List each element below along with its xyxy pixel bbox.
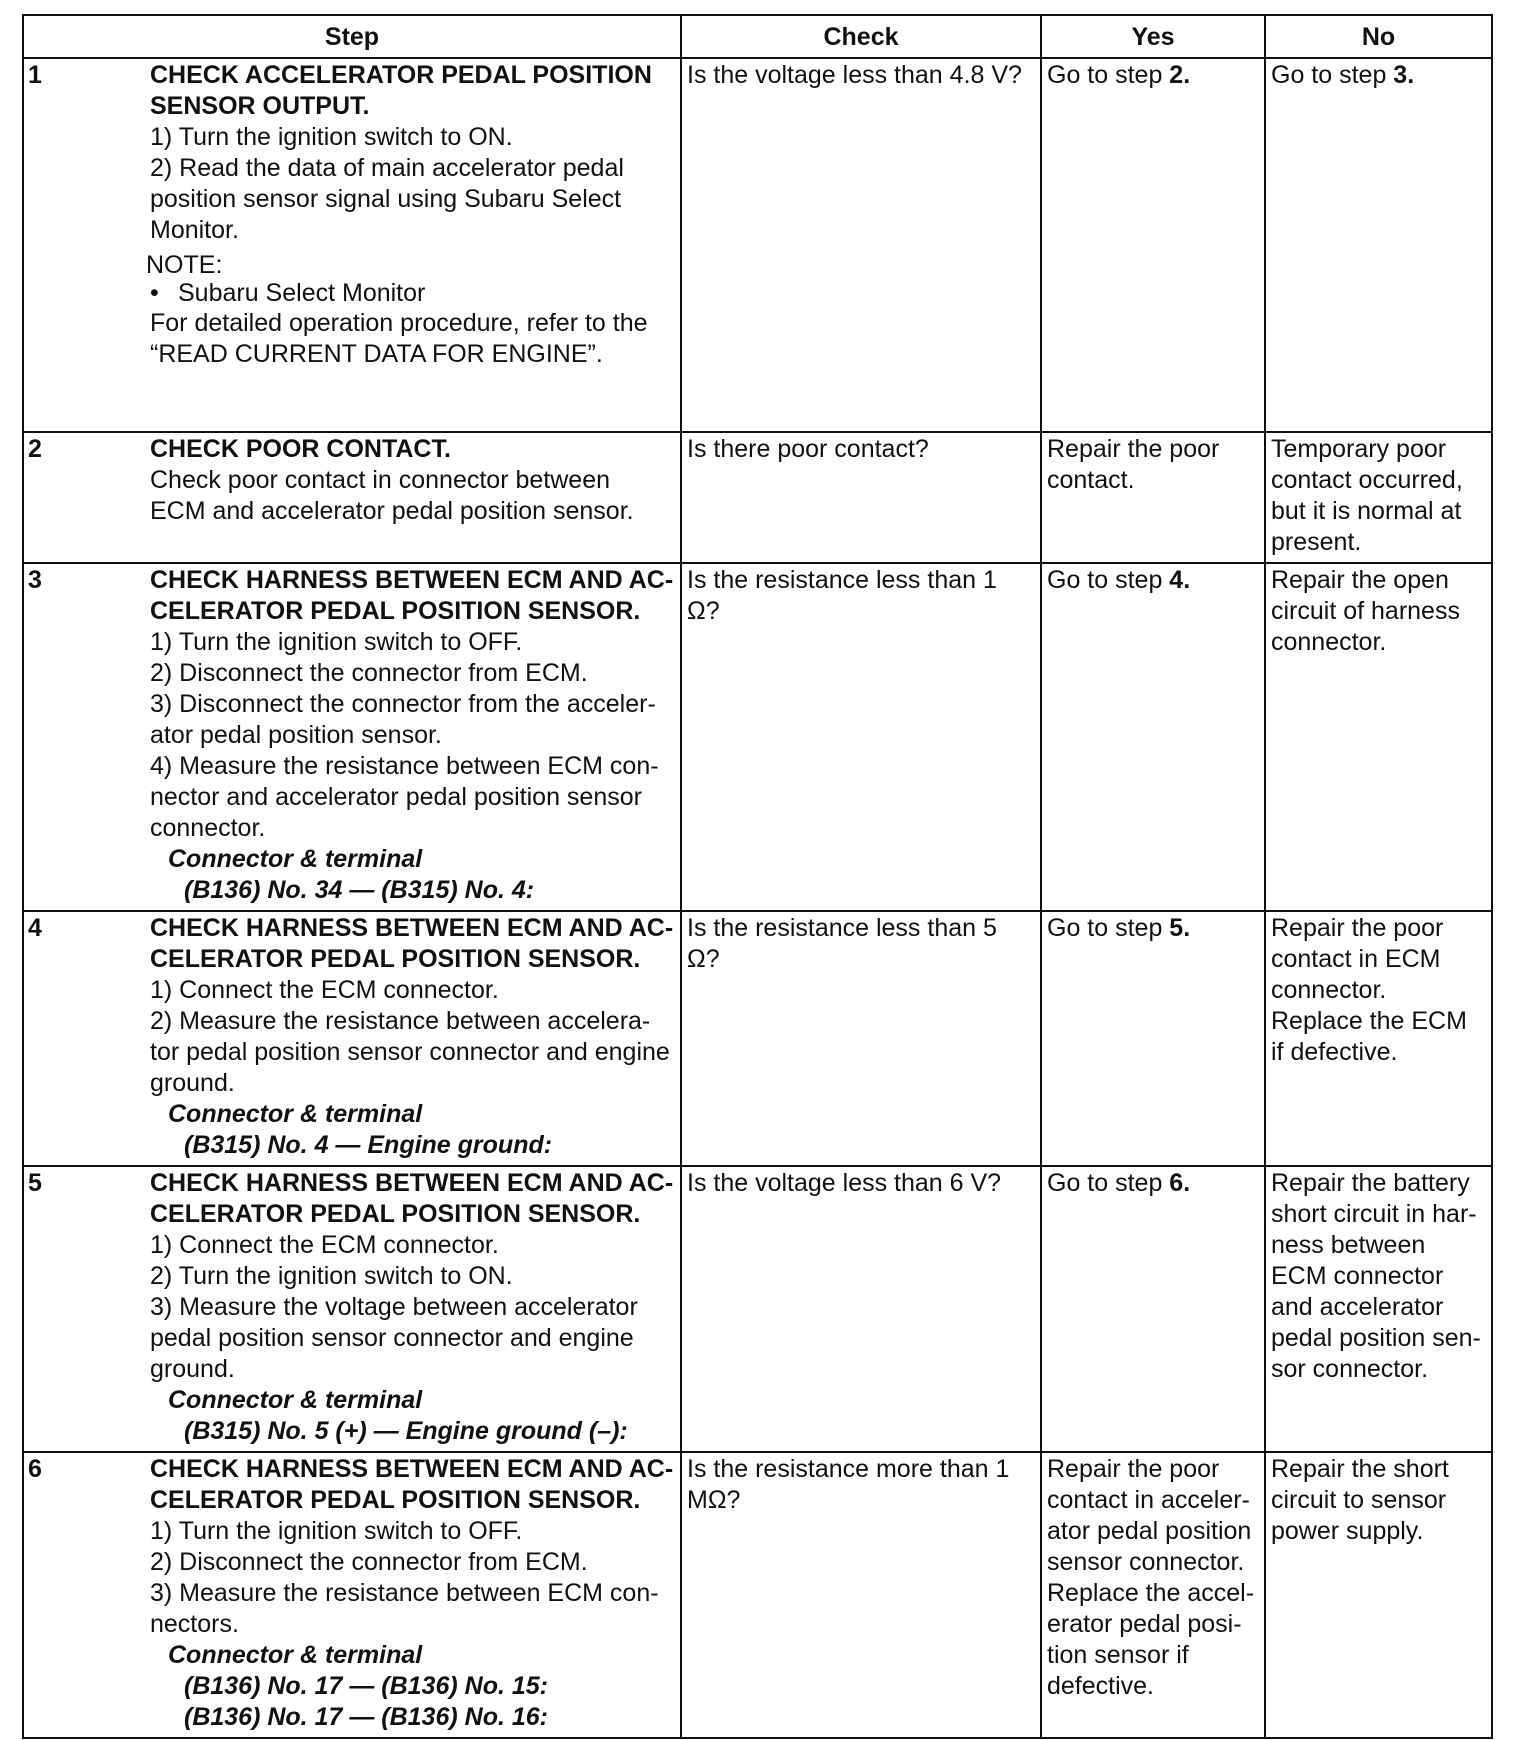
no-action: Repair the open — [1271, 566, 1449, 594]
step-instruction: 2) Disconnect the connector from ECM. — [150, 1548, 588, 1576]
no-content — [1266, 59, 1491, 95]
yes-content — [1042, 564, 1264, 600]
step-cell — [23, 432, 681, 563]
yes-action — [1047, 60, 1259, 91]
step-instruction: ground. — [150, 1069, 235, 1097]
no-cell — [1265, 432, 1492, 563]
step-instruction: 4) Measure the resistance between ECM con- — [150, 752, 659, 780]
yes-cell — [1041, 58, 1265, 432]
step-instruction: ECM and accelerator pedal position sensor. — [150, 497, 634, 525]
connector-terminal-spec: (B315) No. 4 — Engine ground: — [184, 1131, 553, 1159]
step-number: 4 — [28, 914, 42, 942]
yes-cell — [1041, 432, 1265, 563]
step-instruction: pedal position sensor connector and engine — [150, 1324, 634, 1352]
check-question: Is the resistance more than 1 — [687, 1455, 1010, 1483]
no-step-ref: 3. — [1393, 61, 1415, 89]
step-content — [24, 59, 680, 374]
check-question: Is the resistance less than 1 — [687, 566, 997, 594]
step-instruction: 2) Read the data of main accelerator pedal — [150, 154, 624, 182]
no-action: sor connector. — [1271, 1355, 1429, 1383]
check-cell — [681, 432, 1041, 563]
step-title: CHECK HARNESS BETWEEN ECM AND AC- — [150, 566, 674, 594]
step-instruction: 3) Measure the resistance between ECM con- — [150, 1579, 659, 1607]
yes-action: Repair the poor — [1047, 1455, 1220, 1483]
step-instruction: ator pedal position sensor. — [150, 721, 442, 749]
step-content — [24, 1167, 680, 1451]
connector-terminal-label: Connector & terminal — [168, 1386, 423, 1414]
no-action: short circuit in har- — [1271, 1200, 1477, 1228]
yes-content — [1042, 433, 1264, 500]
yes-step-ref: 6. — [1169, 1169, 1191, 1197]
check-cell — [681, 1452, 1041, 1738]
yes-step-ref: 2. — [1169, 61, 1191, 89]
yes-action — [1047, 565, 1259, 596]
check-cell — [681, 1166, 1041, 1452]
check-content — [682, 1167, 1040, 1203]
step-instruction: nectors. — [150, 1610, 239, 1638]
no-cell — [1265, 1166, 1492, 1452]
header-step: Step — [23, 15, 681, 58]
yes-action: erator pedal posi- — [1047, 1610, 1242, 1638]
table-row — [23, 58, 1492, 432]
step-instruction: Check poor contact in connector between — [150, 466, 610, 494]
step-number: 1 — [28, 61, 42, 89]
step-content — [24, 1453, 680, 1737]
no-action: circuit to sensor — [1271, 1486, 1447, 1514]
table-row — [23, 563, 1492, 911]
yes-action: sensor connector. — [1047, 1548, 1245, 1576]
step-instruction: 1) Turn the ignition switch to ON. — [150, 123, 513, 151]
header-check: Check — [681, 15, 1041, 58]
no-action-text: Go to step — [1271, 61, 1394, 89]
step-cell — [23, 563, 681, 911]
yes-action-text: Go to step — [1047, 1169, 1170, 1197]
no-action: contact in ECM — [1271, 945, 1441, 973]
no-action — [1271, 60, 1486, 91]
yes-action: ator pedal position — [1047, 1517, 1252, 1545]
check-question: Ω? — [687, 597, 720, 625]
yes-cell — [1041, 563, 1265, 911]
yes-action — [1047, 913, 1259, 944]
step-number: 3 — [28, 566, 42, 594]
check-content — [682, 912, 1040, 979]
check-content — [682, 59, 1040, 95]
step-instruction: position sensor signal using Subaru Select — [150, 185, 622, 213]
step-title: CELERATOR PEDAL POSITION SENSOR. — [150, 1486, 641, 1514]
no-action: present. — [1271, 528, 1362, 556]
yes-cell — [1041, 911, 1265, 1166]
check-question: Is the voltage less than 4.8 V? — [687, 61, 1022, 89]
no-action: but it is normal at — [1271, 497, 1462, 525]
note-text: For detailed operation procedure, refer to the — [150, 309, 648, 337]
check-question: Is the voltage less than 6 V? — [687, 1169, 1002, 1197]
yes-content — [1042, 1453, 1264, 1706]
check-content — [682, 433, 1040, 469]
step-instruction: 1) Turn the ignition switch to OFF. — [150, 628, 523, 656]
yes-cell — [1041, 1452, 1265, 1738]
step-title: SENSOR OUTPUT. — [150, 92, 370, 120]
yes-action-text: Go to step — [1047, 61, 1170, 89]
step-title: CHECK POOR CONTACT. — [150, 435, 451, 463]
no-action: connector. — [1271, 628, 1387, 656]
check-cell — [681, 563, 1041, 911]
diagnostic-table — [22, 14, 1493, 1739]
step-title: CHECK ACCELERATOR PEDAL POSITION — [150, 61, 652, 89]
connector-terminal-label: Connector & terminal — [168, 1641, 423, 1669]
step-instruction: 1) Connect the ECM connector. — [150, 976, 499, 1004]
step-instruction: 2) Disconnect the connector from ECM. — [150, 659, 588, 687]
table-row — [23, 911, 1492, 1166]
step-instruction: 3) Measure the voltage between accelerator — [150, 1293, 638, 1321]
no-content — [1266, 564, 1491, 662]
no-action: Repair the short — [1271, 1455, 1449, 1483]
header-row — [23, 15, 1492, 58]
note-bullet — [150, 278, 674, 308]
header-no: No — [1265, 15, 1492, 58]
step-title: CHECK HARNESS BETWEEN ECM AND AC- — [150, 914, 674, 942]
yes-action: tion sensor if — [1047, 1641, 1189, 1669]
yes-action: Replace the accel- — [1047, 1579, 1255, 1607]
step-title: CELERATOR PEDAL POSITION SENSOR. — [150, 945, 641, 973]
table-body — [23, 58, 1492, 1738]
no-cell — [1265, 563, 1492, 911]
no-cell — [1265, 911, 1492, 1166]
bullet-icon: • — [150, 279, 159, 307]
connector-terminal-spec: (B136) No. 17 — (B136) No. 16: — [184, 1703, 548, 1731]
connector-terminal-spec: (B136) No. 34 — (B315) No. 4: — [184, 876, 535, 904]
step-title: CHECK HARNESS BETWEEN ECM AND AC- — [150, 1455, 674, 1483]
no-action: Repair the poor — [1271, 914, 1444, 942]
check-cell — [681, 58, 1041, 432]
step-cell — [23, 1452, 681, 1738]
header-yes: Yes — [1041, 15, 1265, 58]
check-question: MΩ? — [687, 1486, 741, 1514]
step-cell — [23, 1166, 681, 1452]
no-action: if defective. — [1271, 1038, 1398, 1066]
no-content — [1266, 912, 1491, 1072]
table-row — [23, 1166, 1492, 1452]
no-action: and accelerator — [1271, 1293, 1444, 1321]
step-instruction: tor pedal position sensor connector and engine — [150, 1038, 670, 1066]
note-text: “READ CURRENT DATA FOR ENGINE”. — [150, 340, 603, 368]
no-action: Replace the ECM — [1271, 1007, 1467, 1035]
table-row — [23, 1452, 1492, 1738]
step-instruction: 2) Turn the ignition switch to ON. — [150, 1262, 513, 1290]
check-question: Is there poor contact? — [687, 435, 929, 463]
note-heading: NOTE: — [146, 251, 223, 279]
yes-action: contact. — [1047, 466, 1135, 494]
yes-action-text: Go to step — [1047, 914, 1170, 942]
yes-action: Repair the poor — [1047, 435, 1220, 463]
yes-action: defective. — [1047, 1672, 1155, 1700]
step-number: 5 — [28, 1169, 42, 1197]
connector-terminal-label: Connector & terminal — [168, 1100, 423, 1128]
yes-content — [1042, 1167, 1264, 1203]
no-action: connector. — [1271, 976, 1387, 1004]
no-cell — [1265, 1452, 1492, 1738]
step-instruction: Monitor. — [150, 216, 239, 244]
yes-action: contact in acceler- — [1047, 1486, 1250, 1514]
step-instruction: 1) Turn the ignition switch to OFF. — [150, 1517, 523, 1545]
step-number: 2 — [28, 435, 42, 463]
note-bullet-text: Subaru Select Monitor — [178, 279, 426, 307]
yes-cell — [1041, 1166, 1265, 1452]
step-instruction: nector and accelerator pedal position sensor — [150, 783, 642, 811]
step-content — [24, 433, 680, 531]
check-question: Is the resistance less than 5 — [687, 914, 997, 942]
step-number: 6 — [28, 1455, 42, 1483]
step-content — [24, 564, 680, 910]
no-action: contact occurred, — [1271, 466, 1463, 494]
step-instruction: connector. — [150, 814, 266, 842]
yes-step-ref: 4. — [1169, 566, 1191, 594]
no-action: pedal position sen- — [1271, 1324, 1481, 1352]
yes-content — [1042, 912, 1264, 948]
no-cell — [1265, 58, 1492, 432]
step-instruction: ground. — [150, 1355, 235, 1383]
yes-action-text: Go to step — [1047, 566, 1170, 594]
yes-action — [1047, 1168, 1259, 1199]
step-instruction: 1) Connect the ECM connector. — [150, 1231, 499, 1259]
step-content — [24, 912, 680, 1165]
step-cell — [23, 911, 681, 1166]
no-action: ness between — [1271, 1231, 1426, 1259]
connector-terminal-spec: (B136) No. 17 — (B136) No. 15: — [184, 1672, 548, 1700]
step-cell — [23, 58, 681, 432]
no-action: ECM connector — [1271, 1262, 1444, 1290]
check-cell — [681, 911, 1041, 1166]
step-instruction: 3) Disconnect the connector from the acceler- — [150, 690, 656, 718]
no-content — [1266, 1167, 1491, 1389]
table-row — [23, 432, 1492, 563]
no-action: Temporary poor — [1271, 435, 1447, 463]
no-action: circuit of harness — [1271, 597, 1460, 625]
check-question: Ω? — [687, 945, 720, 973]
check-content — [682, 1453, 1040, 1520]
connector-terminal-label: Connector & terminal — [168, 845, 423, 873]
step-title: CELERATOR PEDAL POSITION SENSOR. — [150, 1200, 641, 1228]
step-title: CHECK HARNESS BETWEEN ECM AND AC- — [150, 1169, 674, 1197]
check-content — [682, 564, 1040, 631]
yes-content — [1042, 59, 1264, 95]
no-action: Repair the battery — [1271, 1169, 1470, 1197]
step-title: CELERATOR PEDAL POSITION SENSOR. — [150, 597, 641, 625]
yes-step-ref: 5. — [1169, 914, 1191, 942]
no-content — [1266, 433, 1491, 562]
no-content — [1266, 1453, 1491, 1551]
connector-terminal-spec: (B315) No. 5 (+) — Engine ground (–): — [184, 1417, 628, 1445]
no-action: power supply. — [1271, 1517, 1424, 1545]
step-instruction: 2) Measure the resistance between accelera- — [150, 1007, 651, 1035]
